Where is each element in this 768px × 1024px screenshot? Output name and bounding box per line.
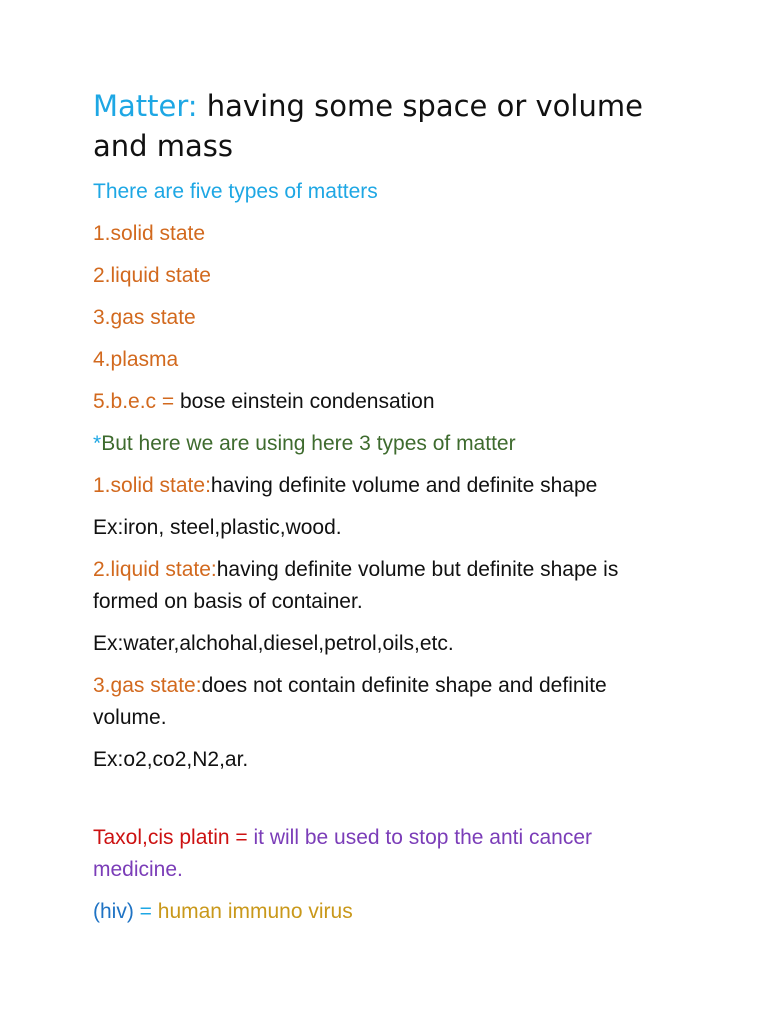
state-liquid-example: Ex:water,alchohal,diesel,petrol,oils,etc. [93,632,454,655]
intro-text: There are five types of matters [93,180,378,203]
state-solid-definition [93,470,680,502]
state-solid-example: Ex:iron, steel,plastic,wood. [93,516,342,539]
hiv-note [93,896,680,928]
state-liquid-label: 2.liquid state: [93,558,217,581]
note-marker: * [93,432,102,455]
bec-label: 5.b.e.c = [93,390,175,413]
type-item-liquid: 2.liquid state [93,264,211,287]
bec-text: bose einstein condensation [174,390,435,413]
taxol-equals: = [229,826,254,849]
hiv-equals: = [133,900,158,923]
hiv-text: human immuno virus [157,900,353,923]
taxol-label: Taxol,cis platin [93,826,230,849]
note-text [93,428,680,460]
state-gas-description: does not contain definite shape and definite volume. [93,674,607,729]
title-text: having some space or volume and mass [93,89,643,163]
state-solid-label: 1.solid state: [93,474,211,497]
type-item-gas: 3.gas state [93,306,196,329]
state-gas-definition [93,670,680,734]
note-body: But here we are using here 3 types of matter [101,432,516,455]
type-item-bec [93,386,680,418]
state-solid-description: having definite volume and definite shape [210,474,598,497]
blank-line [93,786,680,822]
state-liquid-description: having definite volume but definite shape is formed on basis of container. [93,558,619,613]
page-title [93,86,680,166]
taxol-note [93,822,680,886]
state-gas-label: 3.gas state: [93,674,202,697]
type-item-plasma: 4.plasma [93,348,179,371]
hiv-label: (hiv) [93,900,134,923]
type-item-solid: 1.solid state [93,222,206,245]
title-keyword: Matter: [93,89,198,123]
state-liquid-definition [93,554,680,618]
state-gas-example: Ex:o2,co2,N2,ar. [93,748,249,771]
taxol-text: it will be used to stop the anti cancer medicine. [93,826,593,881]
